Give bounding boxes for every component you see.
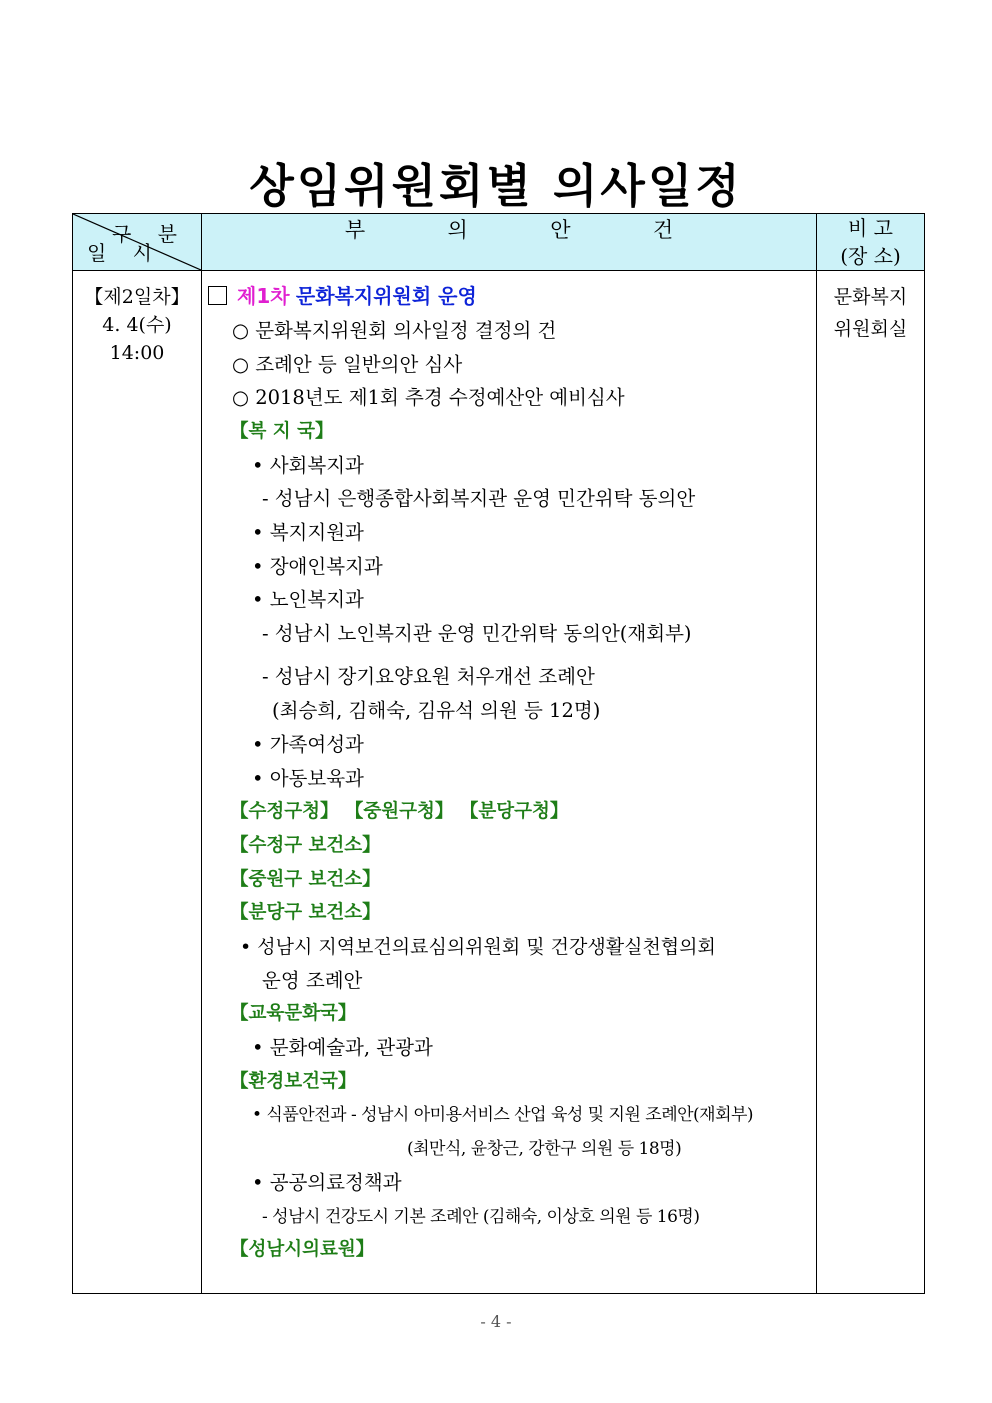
table-body-row: [73, 271, 925, 1294]
agenda-item: ○ 2018년도 제1회 추경 수정예산안 예비심사: [232, 386, 625, 409]
header-note-line2: (장 소): [840, 244, 901, 268]
department-item: • 가족여성과: [252, 733, 364, 756]
header-note-line1: 비 고: [848, 216, 893, 240]
bill-sponsors: (최승희, 김해숙, 김유석 의원 등 12명): [272, 699, 601, 722]
department-item: • 문화예술과, 관광과: [252, 1036, 433, 1059]
header-agenda-char: 안: [550, 218, 571, 242]
bill-sponsors: (최만식, 윤창근, 강한구 의원 등 18명): [407, 1139, 682, 1159]
session-prefix: 제1차: [237, 284, 290, 308]
header-ilsi: 일 시: [87, 241, 162, 265]
header-note: [817, 214, 925, 271]
location-line2: 위원회실: [833, 318, 908, 340]
bill-item: - 성남시 장기요양요원 처우개선 조례안: [262, 665, 595, 688]
department-item: • 사회복지과: [252, 454, 364, 477]
date-label: 4. 4(수): [102, 314, 172, 336]
bill-item: - 성남시 노인복지관 운영 민간위탁 동의안(재회부): [262, 622, 692, 645]
schedule-table: [72, 213, 925, 1294]
header-corner-cell: [73, 214, 202, 271]
department-item: • 아동보육과: [252, 767, 364, 790]
day-label: 【제2일차】: [84, 286, 190, 308]
location-line1: 문화복지: [833, 286, 908, 308]
section-heading: 【복 지 국】: [230, 421, 334, 442]
checkbox-square-icon: [208, 286, 227, 305]
page-number: - 4 -: [480, 1312, 512, 1331]
agenda-item: ○ 문화복지위원회 의사일정 결정의 건: [232, 319, 557, 342]
department-item: • 노인복지과: [252, 588, 364, 611]
bill-continuation: 운영 조례안: [262, 969, 363, 992]
department-item: • 공공의료정책과: [252, 1171, 402, 1194]
department-item: • 식품안전과 - 성남시 아미용서비스 산업 육성 및 지원 조례안(재회부): [252, 1105, 754, 1125]
header-agenda: [202, 214, 817, 271]
agenda-item: ○ 조례안 등 일반의안 심사: [232, 353, 463, 376]
section-heading: 【성남시의료원】: [230, 1239, 375, 1260]
agenda-content-cell: [202, 271, 817, 1294]
date-cell: [73, 271, 202, 1294]
header-agenda-char: 의: [447, 218, 468, 242]
table-header-row: [73, 214, 925, 271]
section-heading: 【수정구 보건소】: [230, 835, 381, 856]
section-heading: 【분당구 보건소】: [230, 902, 381, 923]
header-agenda-char: 건: [652, 218, 674, 242]
bill-item: - 성남시 은행종합사회복지관 운영 민간위탁 동의안: [262, 487, 696, 510]
section-heading: 【교육문화국】: [230, 1003, 357, 1024]
location-cell: [817, 271, 925, 1294]
department-item: • 복지지원과: [252, 521, 364, 544]
time-label: 14:00: [109, 342, 165, 364]
section-heading: 【환경보건국】: [230, 1071, 357, 1092]
bill-item: - 성남시 건강도시 기본 조례안 (김해숙, 이상호 의원 등 16명): [262, 1207, 700, 1227]
section-heading: 【중원구 보건소】: [230, 869, 381, 890]
section-heading: 【수정구청】 【중원구청】 【분당구청】: [230, 801, 569, 822]
department-item: • 장애인복지과: [252, 555, 383, 578]
header-gubun: 구 분: [112, 222, 187, 246]
page-title: 상임위원회별 의사일정: [249, 159, 743, 213]
session-heading: [208, 282, 477, 310]
header-agenda-char: 부: [344, 218, 366, 242]
session-name: 문화복지위원회 운영: [295, 284, 477, 308]
department-item: • 성남시 지역보건의료심의위원회 및 건강생활실천협의회: [240, 936, 716, 958]
